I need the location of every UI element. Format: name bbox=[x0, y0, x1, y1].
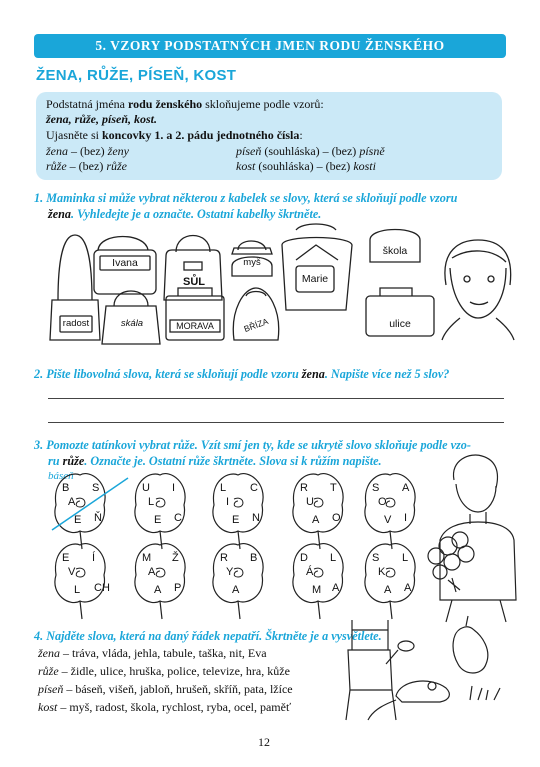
rose-letter: E bbox=[62, 552, 70, 564]
rose-letter: V bbox=[384, 514, 392, 526]
rose-letter: E bbox=[154, 514, 162, 526]
rose-letter: A bbox=[384, 584, 392, 596]
pear-icon bbox=[453, 616, 488, 673]
page-number: 12 bbox=[258, 735, 270, 749]
rose-letter: A bbox=[402, 482, 410, 494]
rose-letter: U bbox=[306, 496, 314, 508]
rose-letter: Ž bbox=[172, 552, 179, 564]
rose-letter: C bbox=[174, 512, 182, 524]
mouse-icon bbox=[368, 681, 449, 720]
chapter-banner: 5. VZORY PODSTATNÝCH JMEN RODU ŽENSKÉHO bbox=[34, 34, 506, 58]
rose-letter: B bbox=[62, 482, 70, 494]
rose-letter: R bbox=[300, 482, 308, 494]
bag-label-briza: BŘÍZA bbox=[242, 316, 270, 334]
rose-letter: T bbox=[330, 482, 337, 494]
rose-letter: I bbox=[226, 496, 230, 508]
rose-letter: Í bbox=[92, 552, 96, 564]
task-4-title: 4. Najděte slova, která na daný řádek nepatří. Škrtněte je a vysvětlete. bbox=[34, 629, 382, 643]
rose-letter: E bbox=[74, 514, 82, 526]
info-zena: žena – (bez) ženy bbox=[46, 144, 129, 158]
info-kost: kost (souhláska) – (bez) kosti bbox=[236, 159, 376, 173]
rose-letter: A bbox=[312, 514, 320, 526]
task-3-instructions: 3. Pomozte tatínkovi vybrat růže. Vzít smí jen ty, kde se ukrytě slovo skloňuje podle vzo- ru růže. Označte je. Ostatní růže škrtněte. Slova si k růžím napište. bbox=[34, 438, 471, 468]
bag-label-ulice: ulice bbox=[389, 318, 411, 330]
rose-letter: N bbox=[252, 512, 260, 524]
info-pisen: píseň (souhláska) – (bez) písně bbox=[236, 144, 385, 158]
bag-label-skola: škola bbox=[382, 245, 408, 257]
bag-label-radost: radost bbox=[62, 318, 90, 329]
rose-letter: A bbox=[232, 584, 240, 596]
rose-letter: V bbox=[68, 566, 76, 578]
task-4-row-zena: žena – tráva, vláda, jehla, tabule, taška, nit, Eva bbox=[38, 646, 267, 660]
bag-label-morava: MORAVA bbox=[176, 321, 214, 331]
rose-letter: S bbox=[92, 482, 100, 494]
rose-letter: I bbox=[404, 512, 408, 524]
bag-label-sul: SŮL bbox=[183, 276, 205, 288]
bag-label-ivana: Ivana bbox=[112, 257, 138, 269]
grass-icon bbox=[470, 686, 500, 700]
rose-letter: A bbox=[148, 566, 156, 578]
bag-label-mys: myš bbox=[243, 257, 261, 268]
rose-letter: Á bbox=[306, 566, 314, 578]
rose-letter: L bbox=[402, 552, 409, 564]
rose-letter: U bbox=[142, 482, 150, 494]
rose-letter: B bbox=[250, 552, 258, 564]
rose-letter: A bbox=[154, 584, 162, 596]
example-answer: báseň bbox=[48, 470, 74, 482]
rose-letter: O bbox=[332, 512, 341, 524]
rose-letter: I bbox=[172, 482, 176, 494]
rose-letter: L bbox=[148, 496, 155, 508]
rose-letter: O bbox=[378, 496, 387, 508]
chair-icon bbox=[346, 620, 396, 720]
task-4-row-kost: kost – myš, radost, škola, rychlost, ryba, ocel, paměť bbox=[38, 700, 292, 714]
rose-letter: S bbox=[372, 482, 380, 494]
rose-letter: A bbox=[404, 582, 412, 594]
rose-letter: D bbox=[300, 552, 308, 564]
rose-letter: M bbox=[142, 552, 152, 564]
rose-letter: L bbox=[74, 584, 81, 596]
rose-letter: A bbox=[68, 496, 76, 508]
rose-letter: P bbox=[174, 582, 182, 594]
rose-letter: Ň bbox=[94, 512, 102, 524]
rose-letter: A bbox=[332, 582, 340, 594]
task-4-row-ruze: růže – židle, ulice, hruška, police, televize, hra, kůže bbox=[38, 664, 290, 678]
info-line-1: Podstatná jména rodu ženského skloňujeme podle vzorů: bbox=[46, 97, 324, 111]
info-line-2: žena, růže, píseň, kost. bbox=[46, 112, 158, 126]
rose-letter: K bbox=[378, 566, 386, 578]
bag-label-marie: Marie bbox=[301, 273, 329, 285]
rose-letter: C bbox=[250, 482, 258, 494]
rose-letter: R bbox=[220, 552, 228, 564]
bag-label-skala: skála bbox=[120, 318, 144, 329]
task-4-row-pisen: píseň – báseň, višeň, jabloň, hrušeň, skříň, pata, lžíce bbox=[38, 682, 293, 696]
rose-letter: CH bbox=[94, 582, 110, 594]
rose-letter: M bbox=[312, 584, 322, 596]
info-line-3: Ujasněte si koncovky 1. a 2. pádu jednotného čísla: bbox=[46, 128, 303, 142]
rose-letter: S bbox=[372, 552, 380, 564]
task-1-instructions: 1. Maminka si může vybrat některou z kabelek se slovy, která se skloňují podle vzoru žena. Vyhledejte je a označte. Ostatní kabelky škrtněte. bbox=[34, 191, 458, 221]
rose-letter: Y bbox=[226, 566, 234, 578]
section-subtitle: ŽENA, RŮŽE, PÍSEŇ, KOST bbox=[36, 67, 237, 84]
rose-letter: E bbox=[232, 514, 240, 526]
rose-letter: L bbox=[220, 482, 227, 494]
info-ruze: růže – (bez) růže bbox=[46, 159, 127, 173]
task-2-instructions: 2. Pište libovolná slova, která se skloňují podle vzoru žena. Napište více než 5 slov? bbox=[34, 367, 450, 381]
rose-letter: L bbox=[330, 552, 337, 564]
